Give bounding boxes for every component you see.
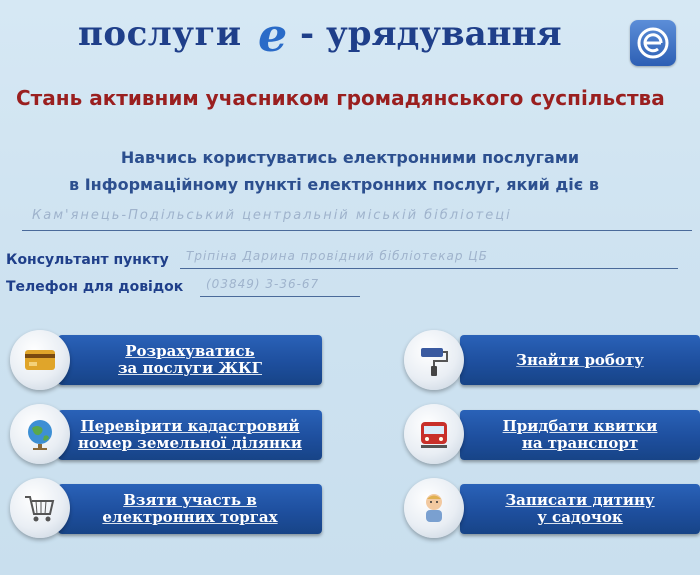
phone-label: Телефон для довідок bbox=[6, 279, 184, 295]
service-label-job: Знайти роботу bbox=[516, 350, 644, 369]
service-label-utilities: Розрахуватись за послуги ЖКГ bbox=[117, 342, 263, 377]
service-band-job bbox=[460, 335, 700, 385]
baby-icon bbox=[404, 478, 464, 538]
service-label-cadastre: Перевірити кадастровий номер земельної ділянки bbox=[78, 417, 302, 452]
intro-line-1: Навчись користуватись електронними послугами bbox=[120, 148, 580, 167]
consultant-handwritten: Тріпіна Дарина провідний бібліотекар ЦБ bbox=[186, 249, 488, 263]
service-band-auctions bbox=[58, 484, 322, 534]
location-fill-line bbox=[22, 206, 692, 231]
paint-roller-icon bbox=[404, 330, 464, 390]
service-label-tickets: Придбати квитки на транспорт bbox=[502, 417, 658, 452]
train-icon bbox=[404, 404, 464, 464]
phone-handwritten: (03849) 3-36-67 bbox=[206, 277, 320, 291]
title-e-letter: e bbox=[258, 8, 288, 62]
phone-fill-line bbox=[200, 276, 360, 297]
service-band-cadastre bbox=[58, 410, 322, 460]
service-band-kindergarten bbox=[460, 484, 700, 534]
service-band-utilities bbox=[58, 335, 322, 385]
title-right: - урядування bbox=[300, 14, 562, 54]
title-left: послуги bbox=[78, 14, 242, 54]
globe-icon bbox=[10, 404, 70, 464]
e-governance-logo-icon bbox=[630, 20, 676, 66]
intro-line-2: в Інформаційному пункті електронних послуг, який діє в bbox=[69, 175, 599, 194]
consultant-fill-line bbox=[180, 248, 678, 269]
service-band-tickets bbox=[460, 410, 700, 460]
service-label-kindergarten: Записати дитину у садочок bbox=[505, 491, 655, 526]
headline: Стань активним учасником громадянського суспільства bbox=[16, 86, 665, 110]
consultant-label: Консультант пункту bbox=[6, 252, 169, 268]
service-label-auctions: Взяти участь в електронних торгах bbox=[102, 491, 278, 526]
credit-card-icon bbox=[10, 330, 70, 390]
shopping-cart-icon bbox=[10, 478, 70, 538]
title-row bbox=[0, 8, 700, 68]
location-handwritten: Кам'янець-Подільський центральній міській бібліотеці bbox=[32, 208, 512, 223]
